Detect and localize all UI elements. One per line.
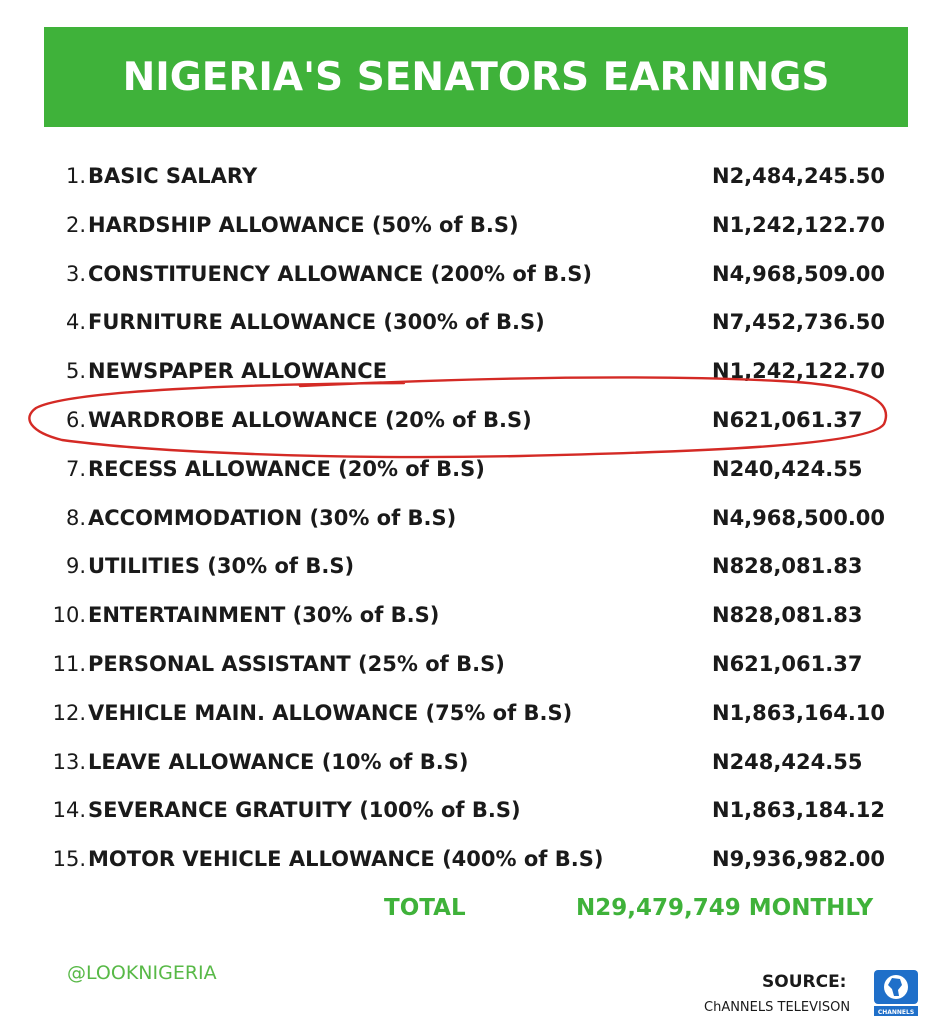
source-name: ChANNELS TELEVISON bbox=[704, 1000, 851, 1015]
list-item bbox=[0, 298, 952, 347]
list-item bbox=[0, 738, 952, 787]
item-amount: N1,863,164.10 bbox=[712, 700, 886, 725]
item-number: 15. bbox=[52, 847, 86, 872]
list-item bbox=[0, 640, 952, 689]
list-item bbox=[0, 250, 952, 299]
item-amount: N1,863,184.12 bbox=[712, 798, 886, 823]
list-item bbox=[0, 835, 952, 884]
item-number: 1. bbox=[65, 164, 86, 188]
item-amount: N2,484,245.50 bbox=[712, 164, 886, 188]
list-item bbox=[0, 347, 952, 396]
item-label: SEVERANCE GRATUITY (100% of B.S) bbox=[88, 798, 521, 823]
item-number: 4. bbox=[65, 310, 86, 335]
item-number: 12. bbox=[52, 700, 86, 725]
item-amount: N248,424.55 bbox=[712, 749, 863, 774]
logo-text: CHANNELS bbox=[877, 1009, 915, 1016]
item-label: BASIC SALARY bbox=[88, 164, 258, 188]
source-label: SOURCE: bbox=[762, 972, 847, 992]
item-number: 7. bbox=[65, 456, 86, 481]
list-item bbox=[0, 445, 952, 494]
list-item bbox=[0, 494, 952, 543]
item-label: RECESS ALLOWANCE (20% of B.S) bbox=[88, 456, 485, 481]
total-value: N29,479,749 MONTHLY bbox=[576, 895, 874, 921]
list-item bbox=[0, 396, 952, 445]
item-label: UTILITIES (30% of B.S) bbox=[88, 554, 355, 579]
item-number: 14. bbox=[52, 798, 86, 823]
item-amount: N828,081.83 bbox=[712, 603, 863, 628]
item-number: 11. bbox=[52, 651, 86, 676]
item-amount: N1,242,122.70 bbox=[712, 212, 886, 237]
item-number: 6. bbox=[65, 407, 86, 432]
title-banner bbox=[44, 27, 908, 127]
item-label: WARDROBE ALLOWANCE (20% of B.S) bbox=[88, 407, 532, 432]
item-number: 13. bbox=[52, 749, 86, 774]
item-amount: N828,081.83 bbox=[712, 554, 863, 579]
total-label: TOTAL bbox=[384, 895, 466, 921]
item-label: ACCOMMODATION (30% of B.S) bbox=[88, 505, 457, 530]
item-amount: N7,452,736.50 bbox=[712, 310, 886, 335]
list-item bbox=[0, 786, 952, 835]
item-amount: N9,936,982.00 bbox=[712, 847, 886, 872]
item-number: 10. bbox=[52, 603, 86, 628]
item-label: CONSTITUENCY ALLOWANCE (200% of B.S) bbox=[88, 261, 592, 286]
item-label: HARDSHIP ALLOWANCE (50% of B.S) bbox=[88, 212, 519, 237]
item-number: 9. bbox=[65, 554, 86, 579]
item-amount: N4,968,500.00 bbox=[712, 505, 886, 530]
item-label: MOTOR VEHICLE ALLOWANCE (400% of B.S) bbox=[88, 847, 604, 872]
list-item bbox=[0, 201, 952, 250]
item-label: FURNITURE ALLOWANCE (300% of B.S) bbox=[88, 310, 545, 335]
item-number: 3. bbox=[65, 261, 86, 286]
item-amount: N621,061.37 bbox=[712, 407, 863, 432]
item-number: 2. bbox=[65, 212, 86, 237]
list-item bbox=[0, 591, 952, 640]
item-amount: N4,968,509.00 bbox=[712, 261, 886, 286]
item-label: ENTERTAINMENT (30% of B.S) bbox=[88, 603, 440, 628]
item-number: 5. bbox=[65, 359, 86, 384]
item-label: VEHICLE MAIN. ALLOWANCE (75% of B.S) bbox=[88, 700, 573, 725]
page-title: NIGERIA'S SENATORS EARNINGS bbox=[122, 54, 830, 100]
list-item bbox=[0, 542, 952, 591]
item-amount: N1,242,122.70 bbox=[712, 359, 886, 384]
channels-logo-icon bbox=[872, 968, 920, 1018]
item-amount: N240,424.55 bbox=[712, 456, 863, 481]
list-item bbox=[0, 152, 952, 201]
item-amount: N621,061.37 bbox=[712, 651, 863, 676]
item-label: NEWSPAPER ALLOWANCE bbox=[88, 359, 388, 384]
list-item bbox=[0, 689, 952, 738]
item-label: PERSONAL ASSISTANT (25% of B.S) bbox=[88, 651, 505, 676]
social-handle: @LOOKNIGERIA bbox=[67, 962, 217, 984]
item-label: LEAVE ALLOWANCE (10% of B.S) bbox=[88, 749, 469, 774]
earnings-list bbox=[0, 152, 952, 884]
item-number: 8. bbox=[65, 505, 86, 530]
